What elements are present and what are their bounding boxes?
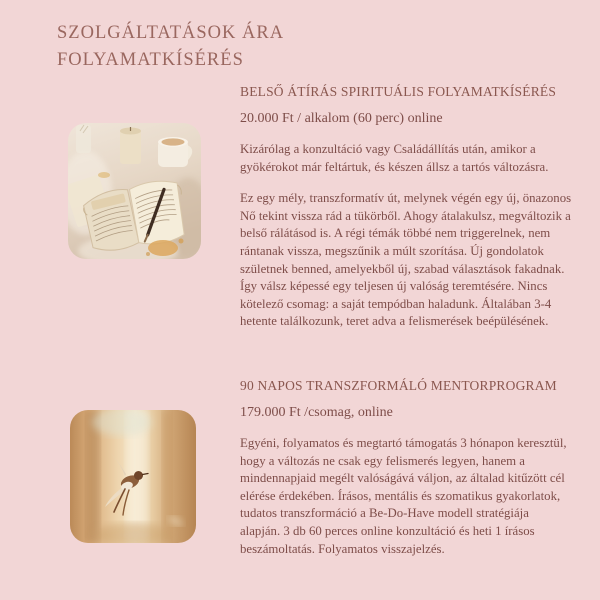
page-title-line2: FOLYAMATKÍSÉRÉS xyxy=(57,50,244,70)
section-price: 20.000 Ft / alkalom (60 perc) online xyxy=(240,111,443,126)
hummingbird-photo-illustration xyxy=(70,410,196,543)
journal-photo xyxy=(68,123,201,259)
journal-photo-illustration xyxy=(68,123,201,259)
section-mentorprogram xyxy=(240,378,572,558)
page-title xyxy=(57,20,284,74)
section-belso-atiras xyxy=(240,84,572,331)
section-paragraph: Egyéni, folyamatos és megtartó támogatás 3 hónapon keresztül, hogy a változás ne csak egy felismerés legyen, hanem a mindennapjaid megélt valóságává váljon, az általad kitűzött cél elérése érdekében. Írásos, mentális és szomatikus gyakorlatok, tudatos transzformáció a Be-Do-Have modell stratégiája alapján. 3 db 60 perces online konzultáció és heti 1 írásos beszámoltatás. Folyamatos visszajelzés. xyxy=(240,436,567,556)
section-title: 90 NAPOS TRANSZFORMÁLÓ MENTORPROGRAM xyxy=(240,378,557,393)
page-title-line1: SZOLGÁLTATÁSOK ÁRA xyxy=(57,23,285,43)
hummingbird-photo xyxy=(70,410,196,543)
section-title: BELSŐ ÁTÍRÁS SPIRITUÁLIS FOLYAMATKÍSÉRÉS xyxy=(240,84,557,99)
section-paragraph: Kizárólag a konzultáció vagy Családállítás után, amikor a gyökérokot már feltártuk, és készen állsz a tartós változásra. xyxy=(240,142,549,174)
section-price: 179.000 Ft /csomag, online xyxy=(240,405,393,420)
section-paragraph: Ez egy mély, transzformatív út, melynek végén egy új, önazonos Nő tekint vissza rád a tükörből. Ahogy átalakulsz, megváltozik a belső rálátásod is. A régi témák többé nem triggerelnek, nem rántanak vissza, megszűnik a múlt szorítása. Új gondolatok születnek benned, amelyekből új, szabad választások fakadnak. Így válsz képessé egy teljesen új valóság teremtésére. Nincs kötelező csomag: a saját tempódban haladunk. Általában 3-4 hetente találkozunk, teret adva a felismerések beépülésének. xyxy=(240,191,572,329)
